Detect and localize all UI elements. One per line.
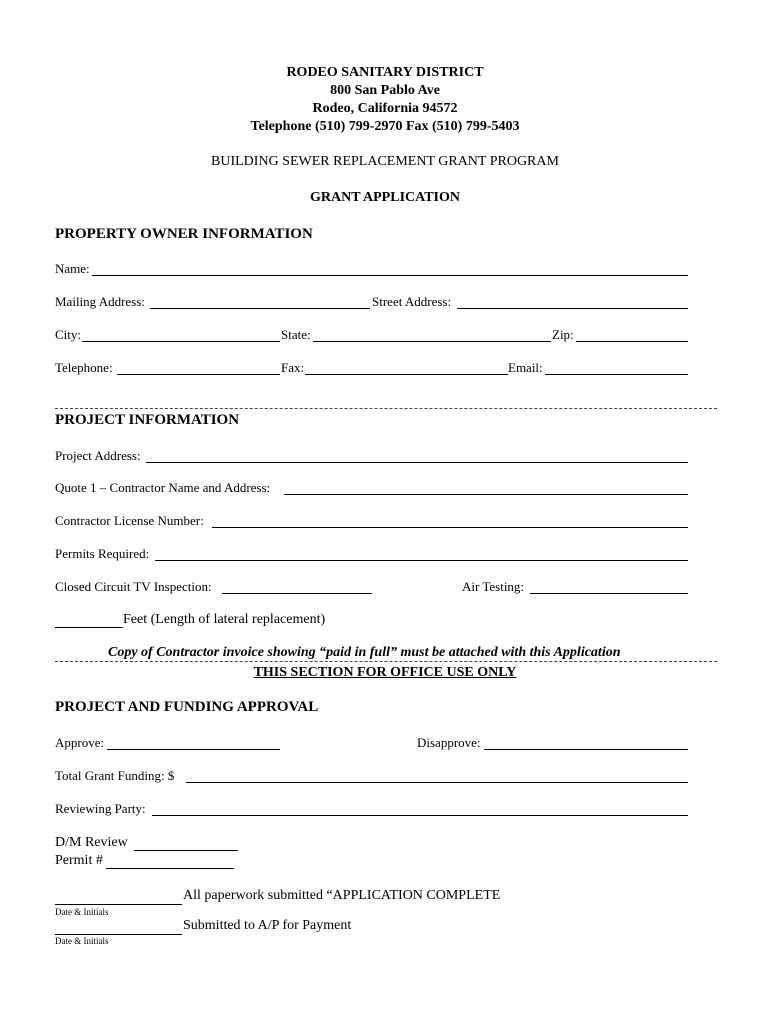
district-name: RODEO SANITARY DISTRICT [286, 65, 484, 80]
section-divider [55, 408, 717, 409]
owner-section-heading: PROPERTY OWNER INFORMATION [55, 226, 313, 242]
total-grant-field[interactable] [186, 782, 688, 783]
district-address-line2: Rodeo, California 94572 [312, 101, 458, 116]
zip-label: Zip: [552, 327, 574, 342]
street-address-label: Street Address: [372, 294, 452, 309]
disapprove-label: Disapprove: [417, 735, 481, 750]
dm-review-label: D/M Review [55, 835, 128, 850]
permit-number-field[interactable] [106, 868, 234, 869]
program-title: BUILDING SEWER REPLACEMENT GRANT PROGRAM [211, 154, 559, 169]
state-label: State: [281, 327, 311, 342]
district-phone: Telephone (510) 799-2970 Fax (510) 799-5403 [250, 119, 520, 134]
zip-field[interactable] [576, 341, 688, 342]
lateral-feet-label: Feet (Length of lateral replacement) [123, 612, 326, 627]
name-field[interactable] [92, 275, 688, 276]
approval-section-heading: PROJECT AND FUNDING APPROVAL [55, 699, 319, 715]
mailing-address-field[interactable] [150, 308, 370, 309]
reviewing-party-field[interactable] [152, 815, 688, 816]
form-title: GRANT APPLICATION [309, 190, 460, 205]
fax-field[interactable] [305, 374, 508, 375]
cctv-inspection-field[interactable] [222, 593, 372, 594]
ap-payment-date-field[interactable] [55, 934, 182, 935]
approve-field[interactable] [107, 749, 280, 750]
permits-required-field[interactable] [155, 560, 688, 561]
office-divider [55, 661, 717, 662]
telephone-label: Telephone: [55, 360, 113, 375]
cctv-inspection-label: Closed Circuit TV Inspection: [55, 579, 212, 594]
telephone-field[interactable] [117, 374, 280, 375]
date-initials-label-1: Date & Initials [55, 907, 109, 917]
permits-required-label: Permits Required: [55, 546, 150, 561]
reviewing-party-label: Reviewing Party: [55, 801, 146, 816]
state-field[interactable] [313, 341, 551, 342]
invoice-note: Copy of Contractor invoice showing “paid in full” must be attached with this Application [108, 645, 621, 660]
fax-label: Fax: [281, 360, 305, 375]
dm-review-field[interactable] [134, 850, 238, 851]
email-label: Email: [508, 360, 543, 375]
air-testing-field[interactable] [530, 593, 688, 594]
project-section-heading: PROJECT INFORMATION [55, 412, 240, 428]
disapprove-field[interactable] [484, 749, 688, 750]
application-complete-label: All paperwork submitted “APPLICATION COMPLETE [183, 888, 501, 903]
application-complete-date-field[interactable] [55, 904, 182, 905]
contractor-quote-label: Quote 1 – Contractor Name and Address: [55, 480, 271, 495]
street-address-field[interactable] [457, 308, 688, 309]
district-address-line1: 800 San Pablo Ave [330, 83, 440, 98]
lateral-feet-field[interactable] [55, 627, 123, 628]
total-grant-label: Total Grant Funding: $ [55, 768, 175, 783]
email-field[interactable] [545, 374, 688, 375]
mailing-address-label: Mailing Address: [55, 294, 145, 309]
project-address-label: Project Address: [55, 448, 141, 463]
office-use-notice: THIS SECTION FOR OFFICE USE ONLY [253, 665, 517, 680]
contractor-license-label: Contractor License Number: [55, 513, 204, 528]
contractor-license-field[interactable] [212, 527, 688, 528]
city-field[interactable] [82, 341, 280, 342]
city-label: City: [55, 327, 82, 342]
name-label: Name: [55, 261, 90, 276]
permit-number-label: Permit # [55, 853, 103, 868]
project-address-field[interactable] [146, 462, 688, 463]
air-testing-label: Air Testing: [462, 579, 525, 594]
ap-payment-label: Submitted to A/P for Payment [183, 918, 352, 933]
date-initials-label-2: Date & Initials [55, 936, 109, 946]
contractor-quote-field[interactable] [284, 494, 688, 495]
approve-label: Approve: [55, 735, 105, 750]
